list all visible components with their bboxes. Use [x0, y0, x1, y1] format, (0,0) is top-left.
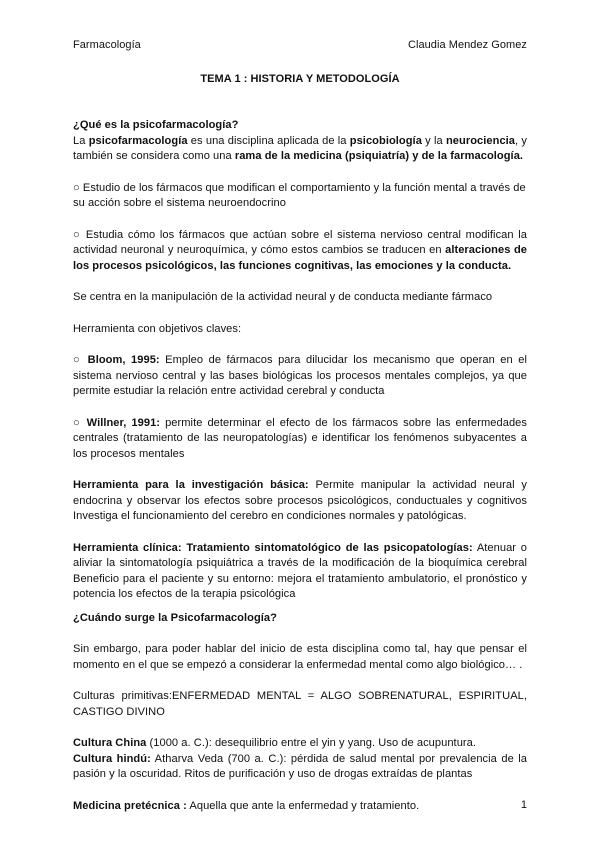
hindu-paragraph: Cultura hindú: Atharva Veda (700 a. C.): pérdida de salud mental por prevalencia de la pasión y la oscuridad. Ritos de purificación y uso de drogas extraídas de plantas [73, 752, 527, 780]
clinical-paragraph: Herramienta clínica: Tratamiento sintomatológico de las psicopatologías: Atenuar o aliviar la sintomatología psiquiátrica a través de la modificación de la bioquímica cerebral Beneficio para el paciente y su entorno: mejora el tratamiento ambulatorio, el pronóstico y potencia los efectos de la terapia psicológica [73, 541, 527, 600]
china-paragraph: Cultura China (1000 a. C.): desequilibrio entre el yin y yang. Uso de acupuntura. [73, 737, 477, 749]
bloom-paragraph: ○ Bloom, 1995: Empleo de fármacos para dilucidar los mecanismo que operan en el sistema nervioso central y las bases biológicas los procesos mentales complejos, ya que permite estudiar la relación entre actividad cerebral y conducta [73, 354, 527, 397]
question-heading-1: ¿Qué es la psicofarmacología? [73, 119, 239, 131]
definition-paragraph: La psicofarmacología es una disciplina aplicada de la psicobiología y la neurociencia, y también se considera como una rama de la medicina (psiquiatría) y de la farmacología. [73, 134, 528, 162]
page-title: TEMA 1 : HISTORIA Y METODOLOGÍA [200, 73, 400, 85]
document-body [73, 118, 527, 814]
page-number: 1 [520, 799, 527, 811]
bullet-paragraph-2: ○ Estudia cómo los fármacos que actúan sobre el sistema nervioso central modifican la actividad neuronal y neuroquímica, y cómo estos cambios se traducen en alteraciones de los procesos psicológicos, las funciones cognitivas, las emociones y la conducta. [73, 228, 527, 272]
header-subject: Farmacología [73, 39, 141, 51]
question-heading-2: ¿Cuándo surge la Psicofarmacología? [73, 611, 277, 624]
tool-intro: Herramienta con objetivos claves: [73, 322, 242, 335]
willner-paragraph: ○ Willner, 1991: permite determinar el efecto de los fármacos sobre las enfermedades centrales (tratamiento de las neuropatologías) e identificar los fenómenos subyacentes a los procesos mentales [73, 416, 527, 460]
pretechnical-paragraph: Medicina pretécnica : Aquella que ante la enfermedad y tratamiento. [73, 799, 420, 812]
primitive-cultures-paragraph: Culturas primitivas:ENFERMEDAD MENTAL = ALGO SOBRENATURAL, ESPIRITUAL, CASTIGO DIVINO [73, 690, 527, 718]
bullet-paragraph-1: ○ Estudio de los fármacos que modifican el comportamiento y la función mental a través de su acción sobre el sistema neuroendocrino [73, 181, 526, 209]
basic-research-paragraph: Herramienta para la investigación básica: Permite manipular la actividad neural y endocrina y observar los efectos sobre procesos psicológicos, conductuales y cognitivos Investiga el funcionamiento del cerebro en condiciones normales y patológicas. [73, 479, 528, 522]
origin-paragraph: Sin embargo, para poder hablar del inicio de esta disciplina como tal, hay que pensar el momento en el que se empezó a considerar la enfermedad mental como algo biológico… . [73, 643, 527, 671]
focus-paragraph: Se centra en la manipulación de la actividad neural y de conducta mediante fármaco [73, 291, 493, 303]
header-author: Claudia Mendez Gomez [407, 39, 527, 51]
